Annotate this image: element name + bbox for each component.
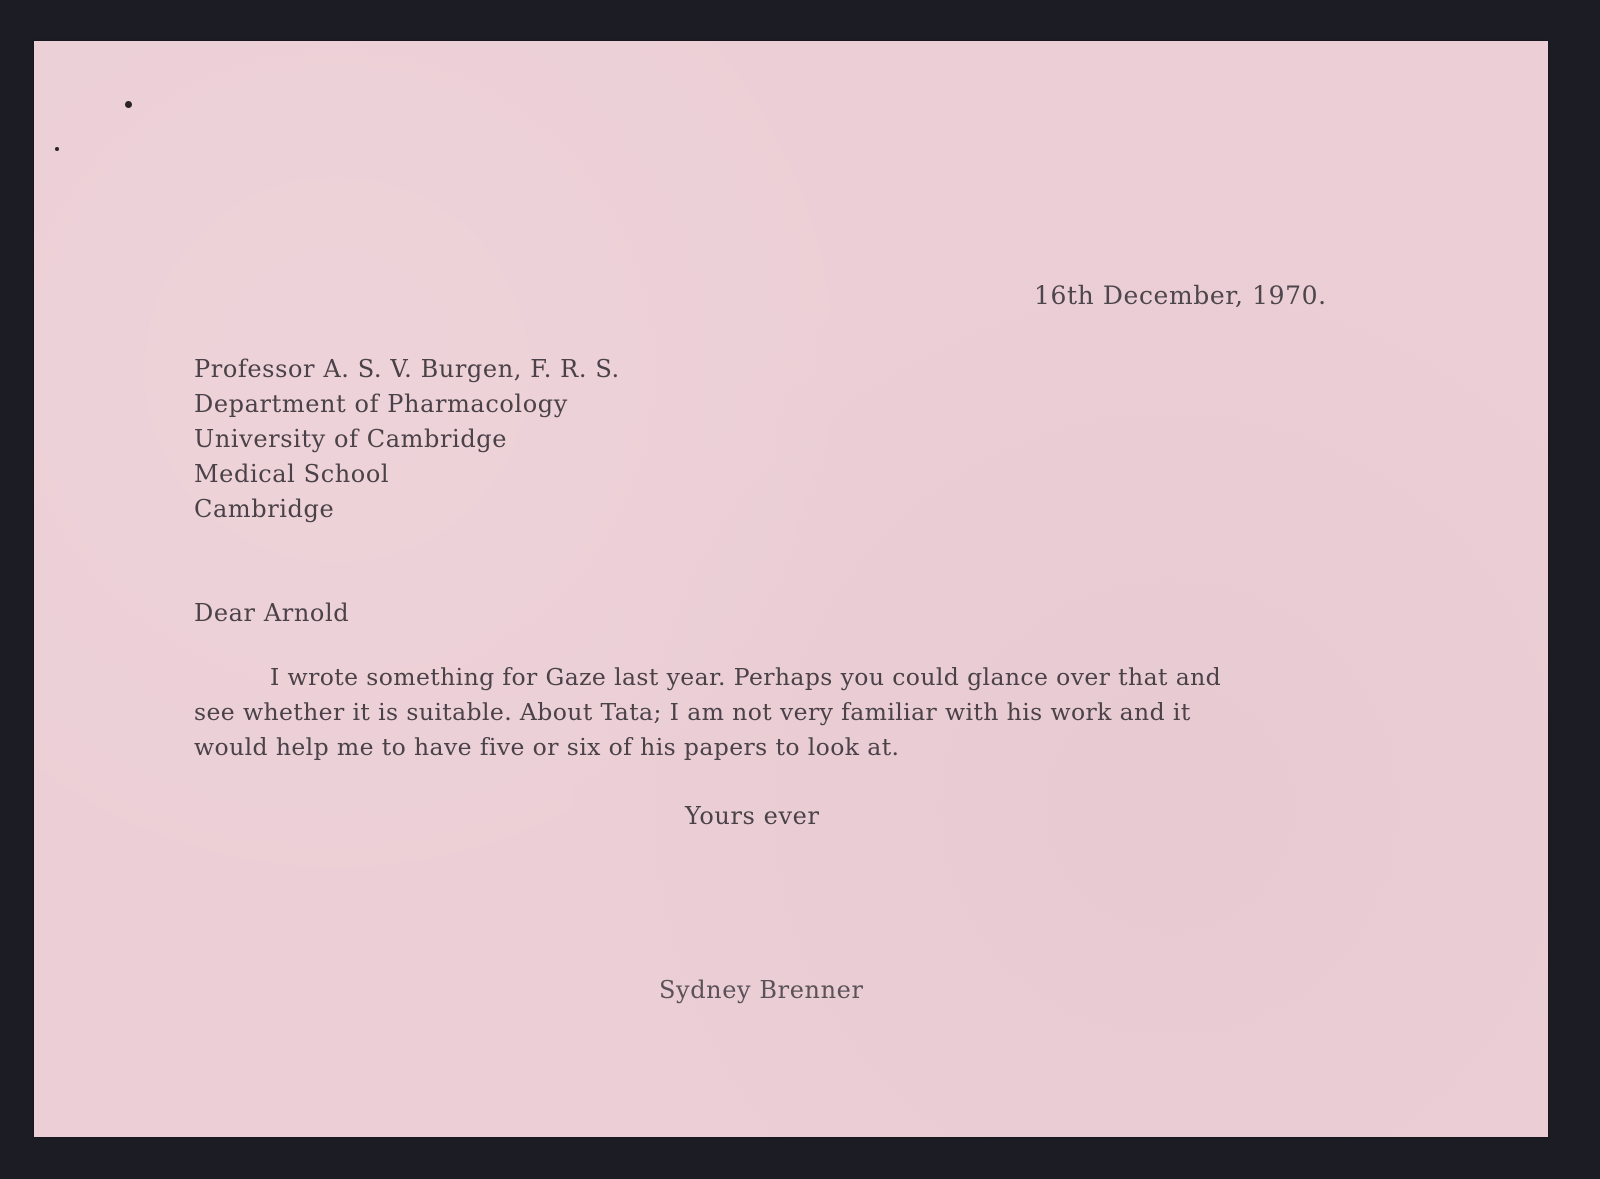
recipient-university: University of Cambridge [194, 425, 508, 453]
recipient-name: Professor A. S. V. Burgen, F. R. S. [194, 355, 620, 383]
signature-name: Sydney Brenner [659, 976, 864, 1004]
closing: Yours ever [685, 802, 820, 830]
recipient-department: Department of Pharmacology [194, 390, 568, 418]
letter-sheet [34, 41, 1548, 1137]
ink-speck [55, 147, 59, 151]
body-line: I wrote something for Gaze last year. Perhaps you could glance over that and [270, 663, 1222, 691]
recipient-city: Cambridge [194, 495, 335, 523]
letter-date: 16th December, 1970. [1034, 281, 1327, 310]
recipient-school: Medical School [194, 460, 390, 488]
ink-speck [125, 101, 132, 108]
body-line: see whether it is suitable. About Tata; I am not very familiar with his work and it [194, 698, 1191, 726]
salutation: Dear Arnold [194, 599, 350, 627]
body-line: would help me to have five or six of his papers to look at. [194, 733, 900, 761]
